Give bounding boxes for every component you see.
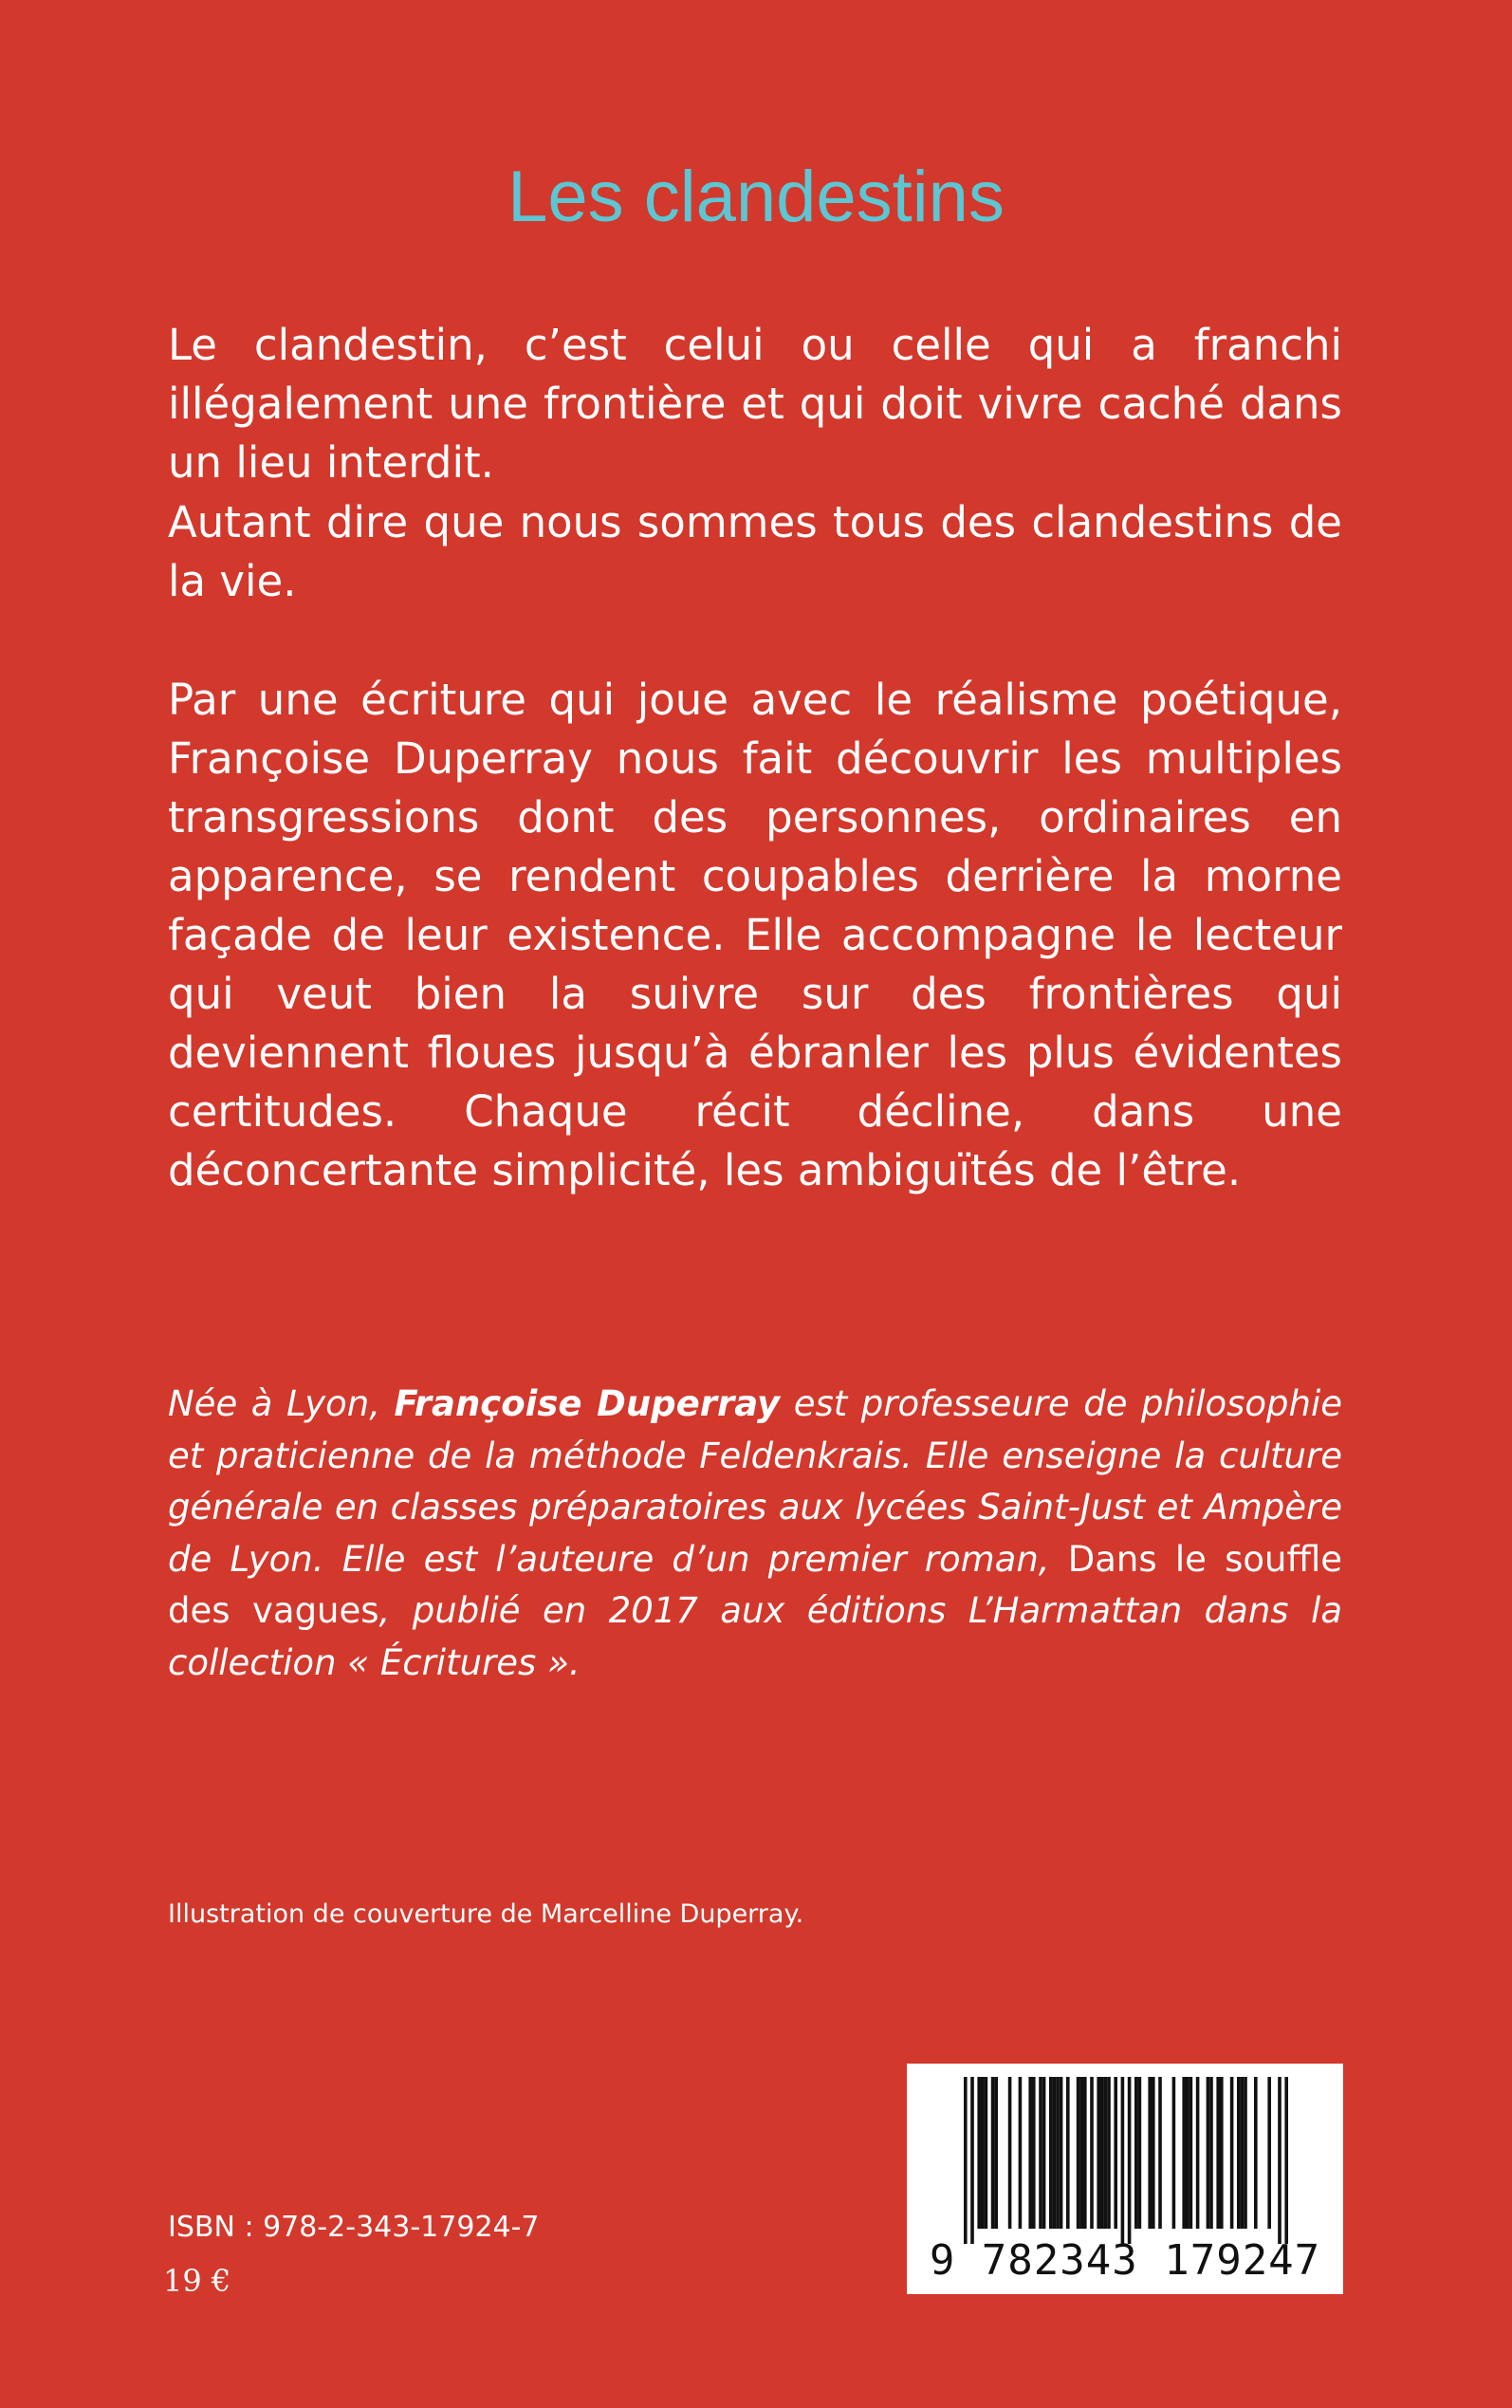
barcode-bar	[1083, 2077, 1087, 2229]
barcode-bar	[991, 2077, 995, 2229]
barcode-bar	[1237, 2077, 1241, 2229]
barcode-bar	[1182, 2077, 1186, 2229]
price: 19 €	[163, 2263, 231, 2299]
bio-text-1: est professeure de philosophie et praticienne de la méthode Feldenkrais. Elle enseigne la culture générale en classes préparatoires aux lycées Saint-Just et Ampère de Lyon. Elle est l’auteure d’un premier roman,	[168, 1383, 1343, 1580]
blurb-paragraph-1: Le clandestin, c’est celui ou celle qui a franchi illégalement une frontière et qui doit vivre caché dans un lieu interdit.	[168, 320, 1342, 488]
barcode-bar	[1019, 2077, 1023, 2229]
barcode-bar	[1008, 2077, 1012, 2229]
barcode-bar	[1066, 2077, 1070, 2229]
barcode-bar	[1207, 2077, 1210, 2229]
barcode	[907, 2064, 1343, 2294]
barcode-bar	[1107, 2077, 1111, 2229]
barcode-bar	[985, 2077, 988, 2229]
barcode-bar	[1152, 2077, 1155, 2229]
bio-author-name: Françoise Duperray	[394, 1383, 781, 1424]
barcode-bar	[1053, 2077, 1057, 2229]
barcode-bar	[1032, 2077, 1036, 2229]
barcode-bar	[1060, 2077, 1063, 2229]
barcode-bar	[1209, 2077, 1213, 2229]
blurb-paragraph-3: Par une écriture qui joue avec le réalisme poétique, Françoise Duperray nous fait découvrir les multiples transgressions dont des personnes, ordinaires en apparence, se rendent coupables derrière la morne façade de leur existence. Elle accompagne le lecteur qui veut bien la suivre sur des frontières qui deviennent floues jusqu’à ébranler les plus évidentes certitudes. Chaque récit décline, dans une déconcertante simplicité, les ambiguïtés de l’être.	[168, 675, 1342, 1195]
illustration-credit: Illustration de couverture de Marcelline Duperray.	[168, 1899, 804, 1929]
barcode-bar	[1128, 2077, 1132, 2244]
barcode-bar	[1241, 2077, 1245, 2229]
bio-intro: Née à Lyon,	[168, 1383, 395, 1424]
barcode-bar	[1104, 2077, 1108, 2229]
barcode-bar	[1172, 2077, 1176, 2229]
barcode-bar	[1090, 2077, 1094, 2229]
barcode-bar	[1216, 2077, 1220, 2229]
barcode-bar	[1097, 2077, 1100, 2229]
barcode-bar	[1158, 2077, 1162, 2229]
barcode-bar	[1079, 2077, 1083, 2229]
barcode-bar	[1230, 2077, 1234, 2229]
book-title: Les clandestins	[507, 157, 1005, 237]
barcode-bar	[1049, 2077, 1053, 2229]
barcode-bar	[1039, 2077, 1042, 2229]
isbn: ISBN : 978-2-343-17924-7	[168, 2211, 540, 2244]
barcode-bar	[1148, 2077, 1152, 2229]
barcode-number: 9 782343 179247	[929, 2236, 1321, 2285]
barcode-bar	[964, 2077, 968, 2244]
barcode-bar	[1077, 2077, 1080, 2229]
barcode-bar	[1186, 2077, 1189, 2229]
barcode-bar	[1138, 2077, 1142, 2229]
barcode-bar	[981, 2077, 985, 2229]
barcode-bar	[1121, 2077, 1125, 2244]
barcode-bar	[1114, 2077, 1117, 2229]
bio-book-title: Dans le souffle des vagues	[168, 1538, 1342, 1631]
barcode-bar	[1028, 2077, 1032, 2229]
bio-text-2: , publié en 2017 aux éditions L’Harmattan dans la collection « Écritures ».	[168, 1590, 1342, 1683]
barcode-bar	[970, 2077, 974, 2244]
barcode-bar	[977, 2077, 981, 2229]
blurb-paragraph-2: Autant dire que nous sommes tous des clandestins de la vie.	[168, 497, 1342, 606]
barcode-bar	[1254, 2077, 1258, 2229]
barcode-bar	[1056, 2077, 1060, 2229]
barcode-bar	[1244, 2077, 1247, 2229]
barcode-bar	[1220, 2077, 1224, 2229]
barcode-bar	[1189, 2077, 1193, 2229]
barcode-bar	[1278, 2077, 1282, 2244]
barcode-bar	[1284, 2077, 1288, 2244]
author-bio	[168, 1379, 1342, 1689]
barcode-bar	[1196, 2077, 1200, 2229]
barcode-bar	[1267, 2077, 1271, 2229]
barcode-bar	[1134, 2077, 1138, 2229]
barcode-bar	[1100, 2077, 1104, 2229]
barcode-bar	[994, 2077, 998, 2229]
barcode-bar	[1042, 2077, 1046, 2229]
